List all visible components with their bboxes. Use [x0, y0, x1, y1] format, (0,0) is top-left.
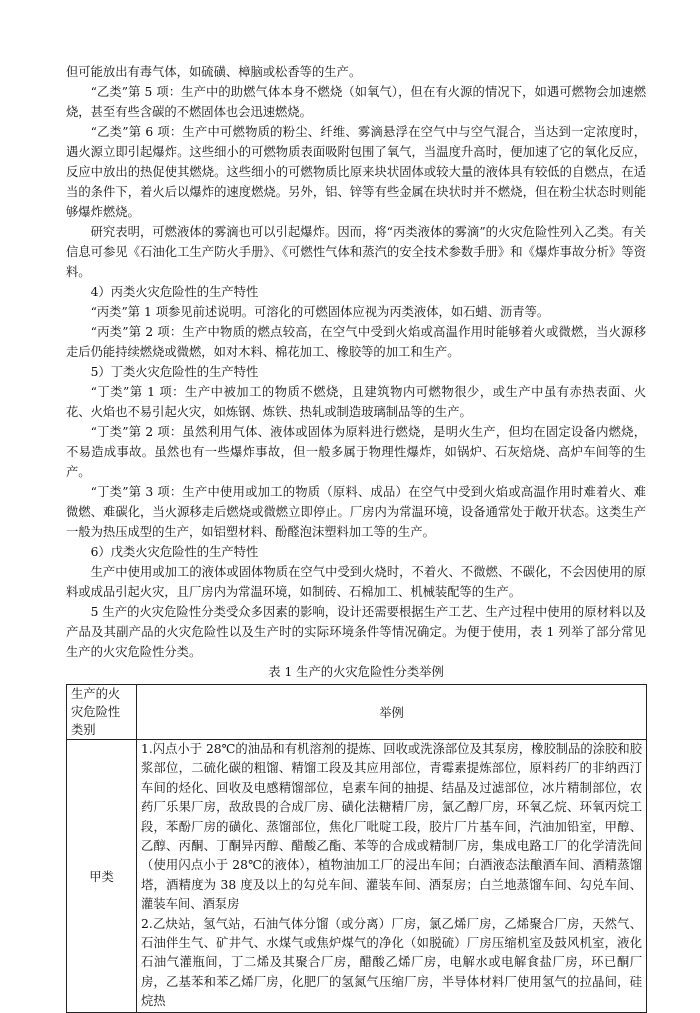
header-examples: 举例	[137, 685, 647, 740]
paragraph: 研究表明，可燃液体的雾滴也可以引起爆炸。因而，将“丙类液体的雾滴”的火灾危险性列入乙类。有关信息可参见《石油化工生产防火手册》、《可燃性气体和蒸汽的安全技术参数手册》和《爆炸事故分析》等资料。	[66, 225, 646, 279]
paragraph: “丙类”第 2 项：生产中物质的燃点较高，在空气中受到火焰或高温作用时能够着火或微燃，当火源移走后仍能持续燃烧或微燃，如对木料、棉花加工、橡胶等的加工和生产。	[66, 325, 646, 359]
section-heading: 4）丙类火灾危险性的生产特性	[90, 285, 259, 299]
paragraph: “丁类”第 3 项：生产中使用或加工的物质（原料、成品）在空气中受到火焰或高温作用时难着火、难微燃、难碳化，当火源移走后燃烧或微燃立即停止。厂房内为常温环境，设备通常处于敞开状态。这类生产一般为热压成型的生产，如铝塑材料、酚醛泡沫塑料加工等的生产。	[66, 485, 646, 539]
paragraph: 生产中使用或加工的液体或固体物质在空气中受到火烧时，不着火、不微燃、不碳化，不会因使用的原料或成品引起火灾，且厂房内为常温环境，如制砖、石棉加工、机械装配等的生产。	[66, 565, 646, 599]
document-page	[66, 62, 646, 1013]
paragraph: 5 生产的火灾危险性分类受众多因素的影响，设计还需要根据生产工艺、生产过程中使用的原材料以及产品及其副产品的火灾危险性以及生产时的实际环境条件等情况确定。为便于使用，表 1 列举了部分常见生产的火灾危险性分类。	[66, 605, 646, 659]
classification-table	[66, 684, 647, 1013]
paragraph: “丁类”第 1 项：生产中被加工的物质不燃烧，且建筑物内可燃物很少，或生产中虽有赤热表面、火花、火焰也不易引起火灾，如炼钢、炼铁、热轧或制造玻璃制品等的生产。	[66, 385, 646, 419]
category-cell: 甲类	[67, 740, 137, 1013]
paragraph: “丙类”第 1 项参见前述说明。可溶化的可燃固体应视为丙类液体，如石蜡、沥青等。	[90, 305, 550, 319]
section-heading: 5）丁类火灾危险性的生产特性	[90, 365, 259, 379]
example-item: 2.乙炔站，氢气站，石油气体分馏（或分离）厂房，氯乙烯厂房，乙烯聚合厂房，天然气、石油伴生气、矿井气、水煤气或焦炉煤气的净化（如脱硫）厂房压缩机室及鼓风机室，液化石油气灌瓶间，丁二烯及其聚合厂房，醋酸乙烯厂房，电解水或电解食盐厂房，环已酮厂房，乙基苯和苯乙烯厂房，化肥厂的氢氮气压缩厂房，半导体材料厂使用氢气的拉晶间，硅烷热	[141, 916, 642, 1009]
example-item: 1.闪点小于 28℃的油品和有机溶剂的提炼、回收或洗涤部位及其泵房，橡胶制品的涂胶和胶浆部位，二硫化碳的粗馏、精馏工段及其应用部位，青霉素提炼部位，原料药厂的非纳西汀车间的烃化、回收及电感精馏部位，皂素车间的抽提、结晶及过滤部位，冰片精制部位，农药厂乐果厂房，敌敌畏的合成厂房、磺化法糖精厂房，氯乙醇厂房，环氧乙烷、环氧丙烷工段，苯酚厂房的磺化、蒸馏部位，焦化厂吡啶工段，胶片厂片基车间，汽油加铅室，甲醇、乙醇、丙酮、丁酮异丙醇、醋酸乙酯、苯等的合成或精制厂房，集成电路工厂的化学清洗间（使用闪点小于 28℃的液体），植物油加工厂的浸出车间；白酒液态法酿酒车间、酒精蒸馏塔，酒精度为 38 度及以上的勾兑车间、灌装车间、酒泵房；白兰地蒸馏车间、勾兑车间、灌装车间、酒泵房	[141, 742, 642, 912]
paragraph: 但可能放出有毒气体，如硫磺、樟脑或松香等的生产。	[66, 65, 362, 79]
section-heading: 6）戊类火灾危险性的生产特性	[90, 545, 259, 559]
paragraph: “乙类”第 6 项：生产中可燃物质的粉尘、纤维、雾滴悬浮在空气中与空气混合，当达到一定浓度时，遇火源立即引起爆炸。这些细小的可燃物质表面吸附包围了氧气，当温度升高时，便加速了它的氧化反应，反应中放出的热促使其燃烧。这些细小的可燃物质比原来块状固体或较大量的液体具有较低的自燃点，在适当的条件下，着火后以爆炸的速度燃烧。另外，铝、锌等有些金属在块状时并不燃烧，但在粉尘状态时则能够爆炸燃烧。	[66, 125, 646, 219]
table-header-row	[67, 685, 647, 740]
header-category: 生产的火灾危险性类别	[67, 685, 137, 740]
paragraph: “乙类”第 5 项：生产中的助燃气体本身不燃烧（如氧气），但在有火源的情况下，如遇可燃物会加速燃烧，甚至有些含碳的不燃固体也会迅速燃烧。	[66, 85, 646, 119]
examples-cell	[137, 740, 647, 1013]
table-caption: 表 1 生产的火灾危险性分类举例	[268, 665, 444, 679]
table-row	[67, 740, 647, 1013]
paragraph: “丁类”第 2 项：虽然利用气体、液体或固体为原料进行燃烧，是明火生产，但均在固定设备内燃烧，不易造成事故。虽然也有一些爆炸事故，但一般多属于物理性爆炸，如锅炉、石灰焙烧、高炉车间等的生产。	[66, 425, 646, 479]
